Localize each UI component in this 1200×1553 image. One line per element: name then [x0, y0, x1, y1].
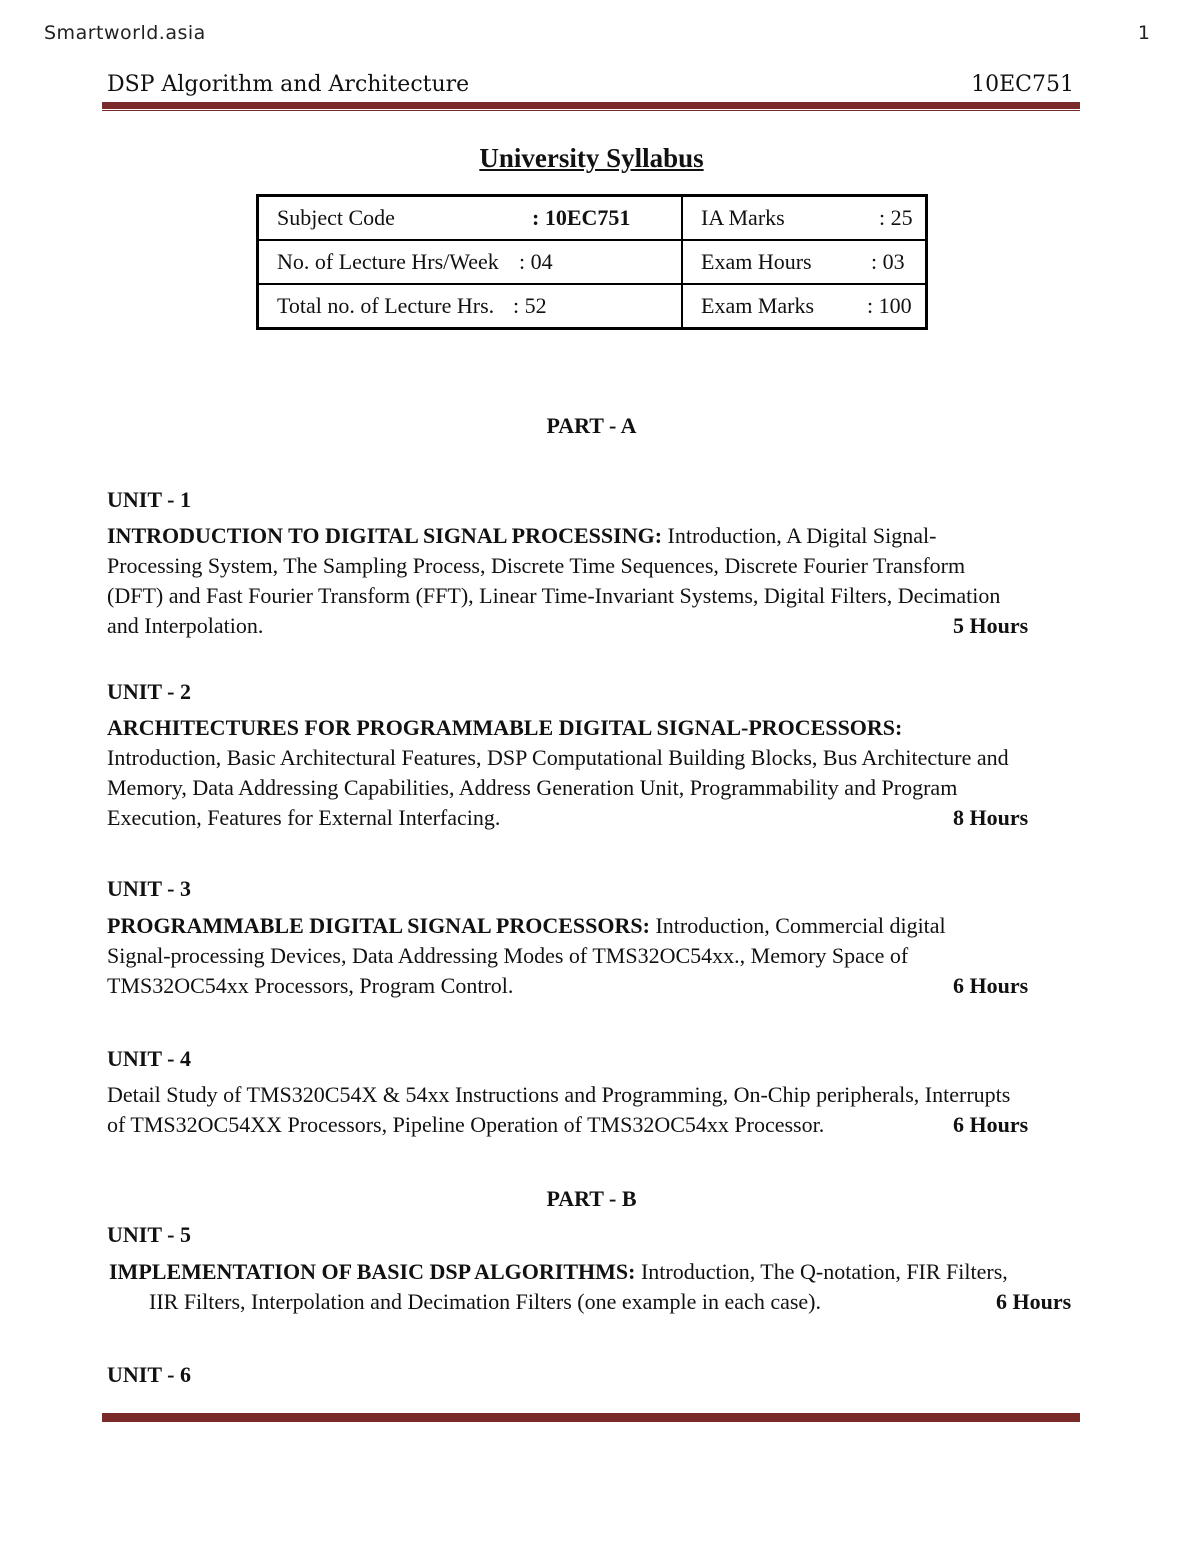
cell-label: IA Marks	[701, 205, 785, 230]
unit-hours: 6 Hours	[953, 973, 1029, 998]
page-title: University Syllabus	[479, 143, 704, 173]
cell-label: Total no. of Lecture Hrs.	[277, 293, 495, 318]
page-number: 1	[1137, 22, 1150, 44]
text-line: Introduction, A Digital Signal-	[662, 523, 937, 548]
text-line: Processing System, The Sampling Process, Discrete Time Sequences, Discrete Fourier Transform	[107, 553, 966, 578]
unit-1-heading: UNIT - 1	[107, 487, 191, 512]
header-rule	[102, 102, 1080, 109]
cell-value: : 52	[513, 293, 547, 318]
text-line: Memory, Data Addressing Capabilities, Address Generation Unit, Programmability and Program	[107, 775, 958, 800]
unit-3-description	[107, 911, 1082, 1001]
unit-hours: 6 Hours	[996, 1289, 1072, 1314]
text-line: (DFT) and Fast Fourier Transform (FFT), Linear Time-Invariant Systems, Digital Filters, Decimation	[107, 583, 1001, 608]
unit-title: IMPLEMENTATION OF BASIC DSP ALGORITHMS:	[109, 1259, 636, 1284]
table-cell	[258, 284, 683, 329]
part-a-heading: PART - A	[546, 413, 637, 438]
text-line: TMS32OC54xx Processors, Program Control.	[107, 973, 514, 998]
table-cell	[258, 240, 683, 284]
cell-value: : 03	[871, 249, 905, 274]
table-row	[258, 284, 927, 329]
unit-title: ARCHITECTURES FOR PROGRAMMABLE DIGITAL SIGNAL-PROCESSORS:	[107, 715, 903, 740]
table-row	[258, 240, 927, 284]
cell-label: Exam Marks	[701, 293, 815, 318]
cell-value: : 10EC751	[532, 205, 631, 230]
unit-title: PROGRAMMABLE DIGITAL SIGNAL PROCESSORS:	[107, 913, 650, 938]
text-line: Introduction, Basic Architectural Features, DSP Computational Building Blocks, Bus Architecture and	[107, 745, 1009, 770]
cell-label: Subject Code	[277, 205, 395, 230]
course-code: 10EC751	[971, 72, 1074, 97]
footer-rule	[102, 1413, 1080, 1422]
unit-5-description	[109, 1257, 1084, 1317]
table-cell	[682, 196, 927, 241]
table-cell	[258, 196, 683, 241]
part-b-heading: PART - B	[546, 1186, 637, 1211]
text-line: Detail Study of TMS320C54X & 54xx Instructions and Programming, On-Chip peripherals, Interrupts	[107, 1082, 1011, 1107]
cell-value: : 25	[879, 205, 913, 230]
unit-4-description	[107, 1080, 1082, 1140]
table-cell	[682, 284, 927, 329]
unit-1-description	[107, 521, 1082, 641]
text-line: and Interpolation.	[107, 613, 264, 638]
unit-2-heading: UNIT - 2	[107, 679, 191, 704]
unit-6-heading: UNIT - 6	[107, 1362, 191, 1387]
text-line: of TMS32OC54XX Processors, Pipeline Operation of TMS32OC54xx Processor.	[107, 1112, 825, 1137]
table-row	[258, 196, 927, 241]
unit-title: INTRODUCTION TO DIGITAL SIGNAL PROCESSING:	[107, 523, 663, 548]
site-name: Smartworld.asia	[44, 22, 206, 44]
text-line: Signal-processing Devices, Data Addressing Modes of TMS32OC54xx., Memory Space of	[107, 943, 909, 968]
header-rule-thin	[102, 110, 1080, 111]
cell-label: No. of Lecture Hrs/Week	[277, 249, 499, 274]
unit-hours: 8 Hours	[953, 805, 1029, 830]
unit-4-heading: UNIT - 4	[107, 1046, 191, 1071]
cell-value: : 100	[867, 293, 912, 318]
unit-2-description	[107, 713, 1082, 833]
unit-3-heading: UNIT - 3	[107, 876, 191, 901]
unit-hours: 6 Hours	[953, 1112, 1029, 1137]
text-line: Introduction, The Q-notation, FIR Filters,	[635, 1259, 1008, 1284]
unit-hours: 5 Hours	[953, 613, 1029, 638]
cell-label: Exam Hours	[701, 249, 812, 274]
course-title: DSP Algorithm and Architecture	[107, 72, 470, 97]
table-cell	[682, 240, 927, 284]
subject-info-table	[256, 194, 928, 330]
text-line: IIR Filters, Interpolation and Decimation Filters (one example in each case).	[149, 1289, 821, 1314]
text-line: Execution, Features for External Interfacing.	[107, 805, 501, 830]
text-line: Introduction, Commercial digital	[649, 913, 946, 938]
unit-5-heading: UNIT - 5	[107, 1222, 191, 1247]
cell-value: : 04	[519, 249, 553, 274]
